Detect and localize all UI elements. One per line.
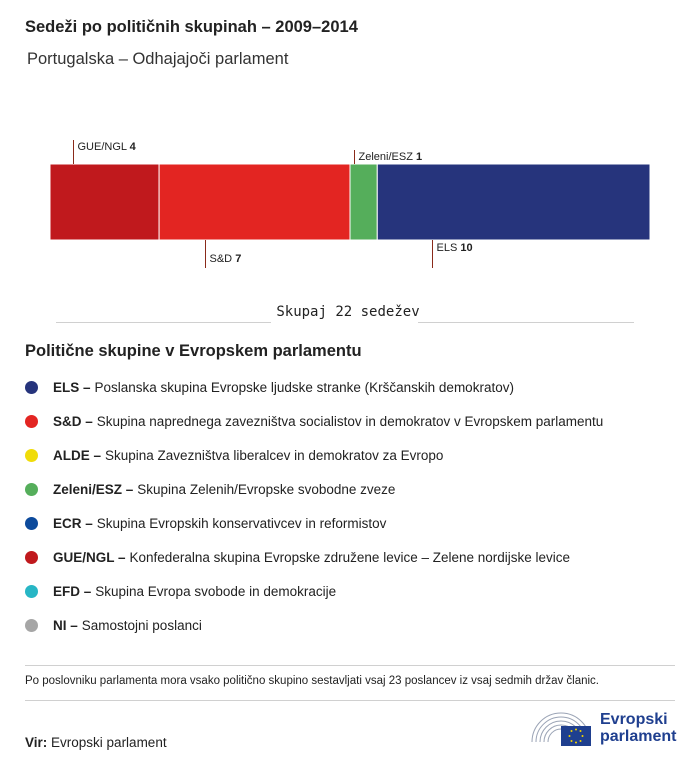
legend-color-dot xyxy=(25,415,38,428)
legend-item xyxy=(25,404,603,438)
footnote: Po poslovniku parlamenta mora vsako politično skupino sestavljati vsaj 23 poslancev iz vsaj sedmih držav članic. xyxy=(25,675,600,687)
chart-title: Sedeži po političnih skupinah – 2009–2014 xyxy=(25,18,358,36)
legend-item xyxy=(25,574,603,608)
source-line xyxy=(25,735,167,750)
bar-segment-s-d xyxy=(159,164,350,240)
legend-abbr: EFD – xyxy=(53,583,92,599)
bar-label: ELS 10 xyxy=(436,242,473,254)
source-text: Evropski parlament xyxy=(51,735,167,750)
total-divider-right xyxy=(418,322,634,323)
legend-text: Skupina Zavezništva liberalcev in demokratov za Evropo xyxy=(105,447,444,463)
total-divider-left xyxy=(56,322,271,323)
legend-abbr: ALDE – xyxy=(53,447,102,463)
legend-item xyxy=(25,608,603,642)
total-seats: Skupaj 22 sedežev xyxy=(276,304,420,320)
legend-text: Skupina Evropa svobode in demokracije xyxy=(95,583,337,599)
bar-segment-els xyxy=(377,164,650,240)
source-label: Vir: xyxy=(25,735,48,750)
legend-color-dot xyxy=(25,381,38,394)
legend-abbr: NI – xyxy=(53,617,78,633)
legend-color-dot xyxy=(25,483,38,496)
legend-color-dot xyxy=(25,619,38,632)
legend-title: Politične skupine v Evropskem parlamentu xyxy=(25,342,362,360)
legend-text: Skupina Evropskih konservativcev in reformistov xyxy=(96,515,387,531)
legend-abbr: ECR – xyxy=(53,515,93,531)
legend-text: Poslanska skupina Evropske ljudske stranke (Krščanskih demokratov) xyxy=(94,379,514,395)
legend-item xyxy=(25,472,603,506)
legend-item xyxy=(25,438,603,472)
legend-abbr: Zeleni/ESZ – xyxy=(53,481,134,497)
legend-text: Skupina Zelenih/Evropske svobodne zveze xyxy=(137,481,396,497)
note-divider-top xyxy=(25,665,675,666)
bar-segment-gue-ngl xyxy=(50,164,159,240)
legend xyxy=(25,370,603,642)
legend-color-dot xyxy=(25,517,38,530)
bar-label: GUE/NGL 4 xyxy=(77,141,136,153)
parliament-hemicycle-icon xyxy=(528,708,594,748)
legend-color-dot xyxy=(25,551,38,564)
legend-item xyxy=(25,540,603,574)
legend-text: Konfederalna skupina Evropske združene levice – Zelene nordijske levice xyxy=(129,549,571,565)
stacked-bar-chart xyxy=(0,0,700,300)
legend-abbr: S&D – xyxy=(53,413,93,429)
legend-abbr: ELS – xyxy=(53,379,91,395)
legend-text: Samostojni poslanci xyxy=(81,617,202,633)
legend-abbr: GUE/NGL – xyxy=(53,549,126,565)
chart-subtitle: Portugalska – Odhajajoči parlament xyxy=(27,50,289,68)
legend-item xyxy=(25,370,603,404)
ep-logo xyxy=(528,708,676,748)
legend-color-dot xyxy=(25,449,38,462)
legend-color-dot xyxy=(25,585,38,598)
note-divider-bottom xyxy=(25,700,675,701)
legend-text: Skupina naprednega zavezništva socialistov in demokratov v Evropskem parlamentu xyxy=(96,413,604,429)
bar-label: Zeleni/ESZ 1 xyxy=(358,151,423,163)
bar-label: S&D 7 xyxy=(209,253,242,265)
legend-item xyxy=(25,506,603,540)
ep-logo-text: Evropski parlament xyxy=(600,711,677,745)
bar-segment-zeleni-esz xyxy=(350,164,377,240)
